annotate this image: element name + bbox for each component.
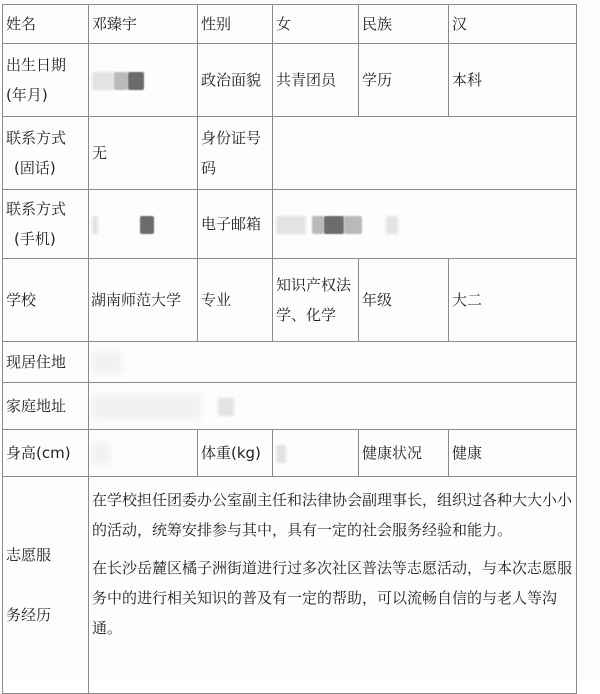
- name-value: 邓臻宇: [89, 5, 198, 44]
- health-value: 健康: [449, 430, 577, 477]
- email-value-redacted: [273, 190, 577, 259]
- major-value-line1: 知识产权法: [276, 276, 352, 294]
- redaction-mark: [218, 398, 234, 416]
- label-spacer: [6, 570, 85, 600]
- experience-label-line1: 志愿服: [6, 546, 52, 564]
- redaction-mark: [92, 72, 114, 90]
- redaction-mark: [312, 216, 324, 234]
- weight-value-redacted: [273, 430, 359, 477]
- landline-label-line2: (固话): [14, 159, 56, 177]
- grade-value: 大二: [449, 259, 577, 342]
- experience-label: [3, 477, 89, 694]
- row-landline-id: [3, 117, 577, 190]
- birth-label: [3, 44, 89, 117]
- home-address-label: 家庭地址: [3, 383, 89, 430]
- grade-label: 年级: [359, 259, 449, 342]
- mobile-label-line2: (手机): [14, 230, 56, 248]
- landline-label-line1: 联系方式: [6, 129, 67, 147]
- redaction-mark: [386, 216, 398, 234]
- row-current-address: [3, 342, 577, 383]
- mobile-value-redacted: [89, 190, 198, 259]
- row-birth-political: [3, 44, 577, 117]
- id-number-label: [198, 117, 273, 190]
- row-height-weight-health: [3, 430, 577, 477]
- email-label: 电子邮箱: [198, 190, 273, 259]
- mobile-label-line1: 联系方式: [6, 200, 67, 218]
- ethnicity-label: 民族: [359, 5, 449, 44]
- experience-label-line2: 务经历: [6, 606, 52, 624]
- major-value: [273, 259, 359, 342]
- redaction-mark: [140, 216, 154, 234]
- redaction-mark: [92, 443, 110, 465]
- education-value: 本科: [449, 44, 577, 117]
- row-mobile-email: [3, 190, 577, 259]
- gender-value: 女: [273, 5, 359, 44]
- major-label: 专业: [198, 259, 273, 342]
- row-home-address: [3, 383, 577, 430]
- weight-label: 体重(kg): [198, 430, 273, 477]
- id-number-value-blank: [273, 117, 577, 190]
- mobile-label: [3, 190, 89, 259]
- row-school: [3, 259, 577, 342]
- school-value: 湖南师范大学: [89, 259, 198, 342]
- redaction-mark: [92, 352, 122, 374]
- name-label: 姓名: [3, 5, 89, 44]
- height-label: 身高(cm): [3, 430, 89, 477]
- education-label: 学历: [359, 44, 449, 117]
- row-volunteer-experience: [3, 477, 577, 694]
- experience-paragraph-2: 在长沙岳麓区橘子洲街道进行过多次社区普法等志愿活动，与本次志愿服务中的进行相关知识的普及有一定的帮助，可以流畅自信的与老人等沟通。: [92, 559, 573, 637]
- row-basic-info: [3, 5, 577, 44]
- current-address-value-redacted: [89, 342, 577, 383]
- major-value-line2: 学、化学: [276, 306, 337, 324]
- id-label-line1: 身份证号: [201, 129, 262, 147]
- gender-label: 性别: [198, 5, 273, 44]
- birth-label-line2: (年月): [6, 86, 48, 104]
- experience-value: [89, 477, 577, 694]
- birth-label-line1: 出生日期: [6, 56, 67, 74]
- landline-value: 无: [89, 117, 198, 190]
- experience-paragraph-1: 在学校担任团委办公室副主任和法律协会副理事长，组织过各种大大小小的活动，统筹安排参与其中，具有一定的社会服务经验和能力。: [92, 491, 573, 539]
- redaction-mark: [92, 216, 98, 234]
- height-value-redacted: [89, 430, 198, 477]
- id-label-line2: 码: [201, 159, 217, 177]
- ethnicity-value: 汉: [449, 5, 577, 44]
- redaction-mark: [92, 395, 202, 419]
- volunteer-registration-table: [2, 4, 577, 694]
- redaction-mark: [128, 72, 144, 90]
- redaction-mark: [276, 216, 306, 234]
- current-address-label: 现居住地: [3, 342, 89, 383]
- health-label: 健康状况: [359, 430, 449, 477]
- school-label: 学校: [3, 259, 89, 342]
- redaction-mark: [114, 72, 128, 90]
- redaction-mark: [276, 445, 286, 463]
- birth-value-redacted: [89, 44, 198, 117]
- redaction-mark: [344, 216, 362, 234]
- landline-label: [3, 117, 89, 190]
- redaction-mark: [324, 216, 344, 234]
- political-label: 政治面貌: [198, 44, 273, 117]
- home-address-value-redacted: [89, 383, 577, 430]
- political-value: 共青团员: [273, 44, 359, 117]
